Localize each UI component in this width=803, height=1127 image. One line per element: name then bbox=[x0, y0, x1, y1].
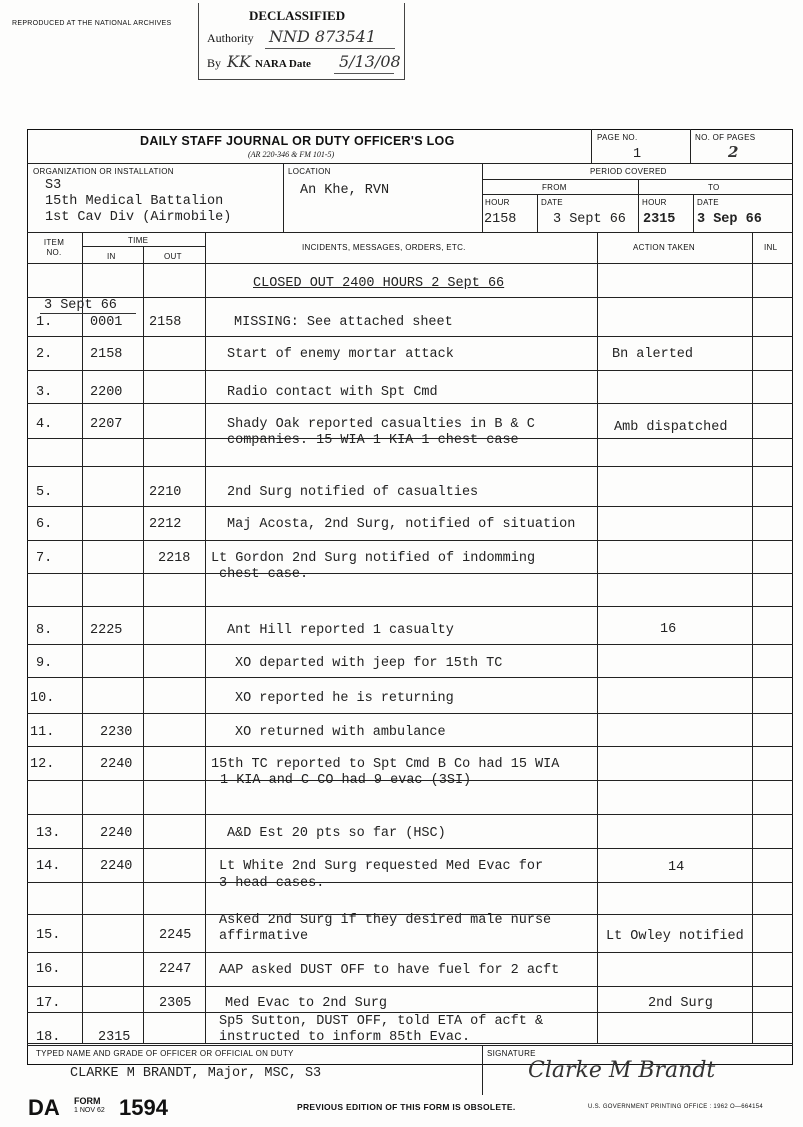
entry-14-in: 2240 bbox=[100, 859, 133, 874]
entry-7-no: 7. bbox=[36, 551, 53, 566]
page-no-label: PAGE NO. bbox=[597, 133, 638, 142]
authority-value: NND 873541 bbox=[269, 27, 376, 46]
to-label: TO bbox=[708, 183, 720, 192]
entry-16-line-1: AAP asked DUST OFF to have fuel for 2 acft bbox=[219, 963, 560, 978]
entry-14-line-1: Lt White 2nd Surg requested Med Evac for bbox=[219, 859, 544, 874]
entry-8-line-1: Ant Hill reported 1 casualty bbox=[227, 623, 454, 638]
entry-18-line-1: Sp5 Sutton, DUST OFF, told ETA of acft & bbox=[219, 1014, 544, 1029]
entry-13-in: 2240 bbox=[100, 826, 133, 841]
authority-label: Authority bbox=[207, 31, 254, 45]
entry-1-no: 1. bbox=[36, 315, 53, 330]
entry-12-line-2: 1 KIA and C CO had 9 evac (3SI) bbox=[220, 773, 472, 788]
entry-10-line-1: XO reported he is returning bbox=[235, 691, 454, 706]
gpo-note: U.S. GOVERNMENT PRINTING OFFICE : 1962 O—664154 bbox=[588, 1104, 764, 1110]
entry-15-out: 2245 bbox=[159, 928, 192, 943]
typed-name: CLARKE M BRANDT, Major, MSC, S3 bbox=[70, 1066, 322, 1081]
entry-11-in: 2230 bbox=[100, 725, 133, 740]
num-pages-label: NO. OF PAGES bbox=[695, 133, 756, 142]
entry-13-line-1: A&D Est 20 pts so far (HSC) bbox=[227, 826, 446, 841]
entry-18-no: 18. bbox=[36, 1030, 61, 1045]
from-hour-label: HOUR bbox=[485, 198, 510, 207]
entry-17-out: 2305 bbox=[159, 996, 192, 1011]
stamp-date: 5/13/08 bbox=[339, 52, 401, 71]
date-header: 3 Sept 66 bbox=[44, 298, 117, 313]
entry-4-no: 4. bbox=[36, 417, 53, 432]
col-incidents: INCIDENTS, MESSAGES, ORDERS, ETC. bbox=[302, 243, 466, 252]
org-line-2: 15th Medical Battalion bbox=[45, 194, 224, 209]
entry-1-line-1: MISSING: See attached sheet bbox=[234, 315, 453, 330]
entry-7-line-1: Lt Gordon 2nd Surg notified of indomming bbox=[211, 551, 536, 566]
previous-edition: PREVIOUS EDITION OF THIS FORM IS OBSOLETE. bbox=[297, 1102, 516, 1112]
entry-9-no: 9. bbox=[36, 656, 53, 671]
entry-8-action: 16 bbox=[660, 622, 677, 637]
entry-1-in: 0001 bbox=[90, 315, 123, 330]
entry-16-out: 2247 bbox=[159, 962, 192, 977]
entry-17-line-1: Med Evac to 2nd Surg bbox=[225, 996, 388, 1011]
entry-4-line-1: Shady Oak reported casualties in B & C bbox=[227, 417, 535, 432]
col-action: ACTION TAKEN bbox=[633, 243, 695, 252]
entry-11-line-1: XO returned with ambulance bbox=[235, 725, 446, 740]
by-label: By bbox=[207, 56, 222, 70]
location: An Khe, RVN bbox=[300, 183, 390, 198]
col-inl: INL bbox=[764, 243, 778, 252]
entry-12-no: 12. bbox=[30, 757, 55, 772]
entry-11-no: 11. bbox=[30, 725, 55, 740]
org-line-3: 1st Cav Div (Airmobile) bbox=[45, 210, 232, 225]
entry-9-line-1: XO departed with jeep for 15th TC bbox=[235, 656, 503, 671]
entry-7-line-2: chest case. bbox=[219, 567, 309, 582]
form-number: 1594 bbox=[119, 1095, 168, 1120]
from-hour: 2158 bbox=[484, 212, 517, 227]
to-hour: 2315 bbox=[643, 212, 676, 227]
declassified-stamp bbox=[198, 3, 405, 80]
entry-5-no: 5. bbox=[36, 485, 53, 500]
entry-14-action: 14 bbox=[668, 860, 685, 875]
nara-label: NARA Date bbox=[255, 58, 311, 70]
entry-16-no: 16. bbox=[36, 962, 61, 977]
entry-3-no: 3. bbox=[36, 385, 53, 400]
signature: Clarke M Brandt bbox=[528, 1058, 716, 1083]
from-date-label: DATE bbox=[541, 198, 563, 207]
col-time: TIME bbox=[128, 236, 149, 245]
form-subtitle: (AR 220-346 & FM 101-5) bbox=[248, 150, 335, 159]
form-da: DA bbox=[28, 1095, 60, 1120]
stamp-title: DECLASSIFIED bbox=[249, 8, 346, 23]
entry-14-no: 14. bbox=[36, 859, 61, 874]
archives-note: REPRODUCED AT THE NATIONAL ARCHIVES bbox=[12, 20, 172, 27]
entry-6-no: 6. bbox=[36, 517, 53, 532]
entry-4-in: 2207 bbox=[90, 417, 123, 432]
entry-1-out: 2158 bbox=[149, 315, 182, 330]
entry-5-out: 2210 bbox=[149, 485, 182, 500]
entry-3-in: 2200 bbox=[90, 385, 123, 400]
entry-2-line-1: Start of enemy mortar attack bbox=[227, 347, 454, 362]
entry-8-no: 8. bbox=[36, 623, 53, 638]
form-word: FORM bbox=[74, 1096, 101, 1106]
to-date: 3 Sep 66 bbox=[697, 212, 762, 227]
entry-15-action: Lt Owley notified bbox=[606, 929, 744, 944]
signature-label: SIGNATURE bbox=[487, 1049, 536, 1058]
entry-14-line-2: 3 head cases. bbox=[219, 876, 325, 891]
page-no: 1 bbox=[633, 147, 642, 162]
entry-18-line-2: instructed to inform 85th Evac. bbox=[219, 1030, 471, 1045]
col-item-no: ITEM NO. bbox=[43, 238, 65, 257]
form-title: DAILY STAFF JOURNAL OR DUTY OFFICER'S LOG bbox=[140, 134, 455, 148]
entry-7-out: 2218 bbox=[158, 551, 191, 566]
entry-17-no: 17. bbox=[36, 996, 61, 1011]
closed-out-line: CLOSED OUT 2400 HOURS 2 Sept 66 bbox=[253, 276, 505, 291]
entry-6-out: 2212 bbox=[149, 517, 182, 532]
entry-17-action: 2nd Surg bbox=[648, 996, 713, 1011]
form-date: 1 NOV 62 bbox=[74, 1107, 105, 1114]
entry-2-no: 2. bbox=[36, 347, 53, 362]
entry-8-in: 2225 bbox=[90, 623, 123, 638]
entry-4-line-2: companies. 15 WIA 1 KIA 1 chest case bbox=[227, 433, 519, 448]
entry-15-no: 15. bbox=[36, 928, 61, 943]
entry-15-line-1: Asked 2nd Surg if they desired male nurse bbox=[219, 913, 552, 928]
entry-2-in: 2158 bbox=[90, 347, 123, 362]
location-label: LOCATION bbox=[288, 167, 331, 176]
entry-12-in: 2240 bbox=[100, 757, 133, 772]
num-pages: 2 bbox=[728, 143, 739, 161]
org-line-1: S3 bbox=[45, 178, 62, 193]
from-date: 3 Sept 66 bbox=[553, 212, 626, 227]
to-date-label: DATE bbox=[697, 198, 719, 207]
entry-15-line-2: affirmative bbox=[219, 929, 309, 944]
typed-name-label: TYPED NAME AND GRADE OF OFFICER OR OFFICIAL ON DUTY bbox=[36, 1049, 294, 1058]
by-value: KK bbox=[227, 52, 251, 71]
entry-5-line-1: 2nd Surg notified of casualties bbox=[227, 485, 479, 500]
entry-3-line-1: Radio contact with Spt Cmd bbox=[227, 385, 438, 400]
col-in: IN bbox=[107, 252, 116, 261]
from-label: FROM bbox=[542, 183, 567, 192]
period-label: PERIOD COVERED bbox=[590, 167, 667, 176]
org-label: ORGANIZATION OR INSTALLATION bbox=[33, 167, 174, 176]
entry-12-line-1: 15th TC reported to Spt Cmd B Co had 15 WIA bbox=[211, 757, 560, 772]
entry-18-in: 2315 bbox=[98, 1030, 131, 1045]
entry-2-action: Bn alerted bbox=[612, 347, 694, 362]
col-out: OUT bbox=[164, 252, 182, 261]
entry-10-no: 10. bbox=[30, 691, 55, 706]
entry-13-no: 13. bbox=[36, 826, 61, 841]
to-hour-label: HOUR bbox=[642, 198, 667, 207]
entry-6-line-1: Maj Acosta, 2nd Surg, notified of situation bbox=[227, 517, 576, 532]
entry-4-action: Amb dispatched bbox=[614, 420, 728, 435]
